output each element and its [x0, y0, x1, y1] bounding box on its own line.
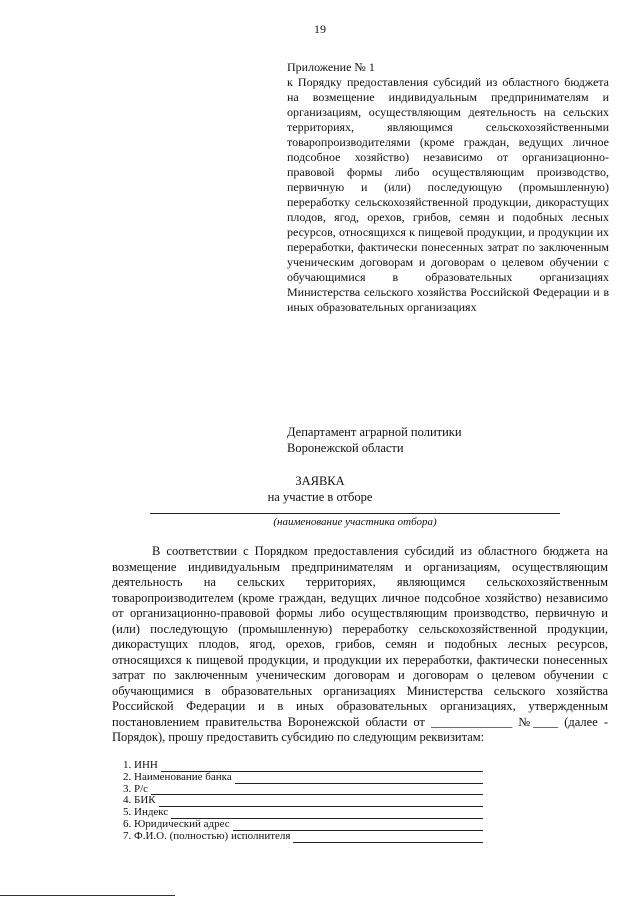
department-block: [287, 424, 462, 456]
department-line-1: Департамент аграрной политики: [287, 425, 462, 439]
appendix-block: [287, 60, 609, 315]
appendix-text: к Порядку предоставления субсидий из областного бюджета на возмещение индивидуальным предпринимателям и организациям, осуществляющим деятельность на сельских территориях, являющимся сельскохозяйственными товаропроизводителями (кроме граждан, ведущих личное подсобное хозяйство) независимо от организационно-правовой формы либо осуществляющим производство, первичную и (или) последующую (промышленную) переработку сельскохозяйственной продукции, дикорастущих плодов, ягод, орехов, грибов, семян и подобных лесных ресурсов, относящихся к пищевой продукции, и продукции их переработки, фактически понесенных затрат по заключенным ученическим договорам и договорам о целевом обучении с обучающимися в образовательных организациях Министерства сельского хозяйства Российской Федерации и в иных образовательных организациях: [287, 75, 609, 314]
requisite-item: [123, 784, 483, 796]
appendix-title: Приложение № 1: [287, 60, 375, 74]
requisite-label: 5. Индекс: [123, 806, 169, 819]
requisite-field-line: [293, 833, 483, 843]
requisite-label: 6. Юридический адрес: [123, 817, 230, 830]
application-body: В соответствии с Порядком предоставления субсидий из областного бюджета на возмещение индивидуальным предпринимателям и организациям, осуществляющим деятельность на сельских территориях, являющимся сельскохозяйственным товаропроизводителем (кроме граждан, ведущих личное подсобное хозяйство) независимо от организационно-правовой формы либо осуществляющим производство, первичную и (или) последующую (промышленную) переработку сельскохозяйственной продукции, дикорастущих плодов, ягод, орехов, грибов, семян и подобных лесных ресурсов, относящихся к пищевой продукции, и продукции их переработки, фактически понесенных затрат по заключенным ученическим договорам и договорам о целевом обучении с обучающимися в образовательных организациях Министерства сельского хозяйства Российской Федерации и в иных образовательных организациях, утвержденным постановлением правительства Воронежской области от _____________ №____ (далее - Порядок), прошу предоставить субсидию по следующим реквизитам:: [112, 544, 608, 744]
requisite-item: [123, 831, 483, 843]
participant-name-line: [150, 513, 560, 514]
requisite-item: [123, 772, 483, 784]
department-line-2: Воронежской области: [287, 441, 404, 455]
requisites-list: [123, 760, 483, 843]
requisite-item: [123, 819, 483, 831]
page-number: 19: [314, 22, 326, 36]
requisite-label: 4. БИК: [123, 794, 156, 807]
requisite-item: [123, 795, 483, 807]
participant-name-caption: (наименование участника отбора): [273, 516, 437, 528]
requisite-label: 2. Наименование банка: [123, 770, 232, 783]
requisite-label: 3. Р/с: [123, 782, 149, 795]
application-title: ЗАЯВКА: [295, 474, 345, 488]
application-subtitle: на участие в отборе: [267, 490, 373, 504]
requisite-field-line: [235, 774, 483, 784]
requisite-field-line: [159, 797, 483, 807]
requisite-field-line: [151, 785, 483, 795]
application-heading: [0, 473, 640, 505]
requisite-label: 7. Ф.И.О. (полностью) исполнителя: [123, 829, 291, 842]
requisite-label: 1. ИНН: [123, 759, 158, 771]
footer-rule: [0, 895, 175, 896]
